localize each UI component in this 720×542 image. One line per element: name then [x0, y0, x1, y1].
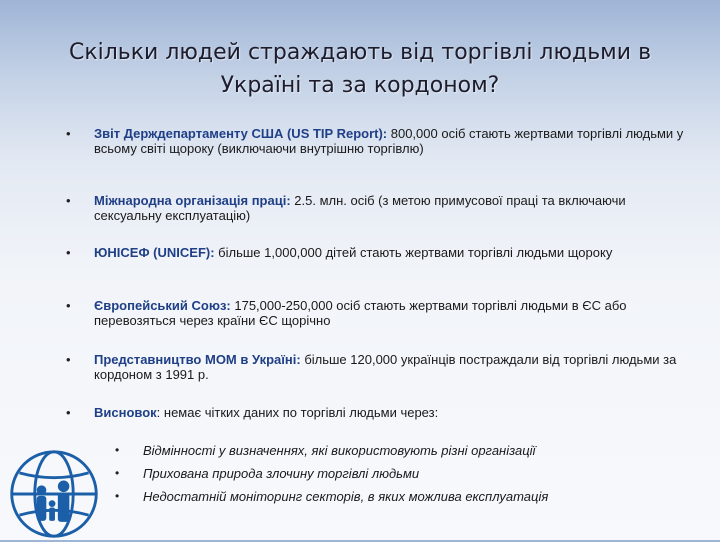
bullet-marker: •	[66, 352, 71, 367]
bullet-lead: ЮНІСЕФ (UNICEF):	[94, 245, 215, 260]
bullet-body: 175,000-250,000 осіб стають жертвами торгівлі людьми в ЄС або перевозяться через країни ЄС щорічно	[94, 298, 627, 328]
sub-bullet-marker: •	[115, 443, 120, 457]
bullet-text	[94, 193, 684, 223]
bullet-body: 800,000 осіб стають жертвами торгівлі людьми у всьому світі щороку (виключаючи внутрішню торгівлю)	[94, 126, 684, 156]
bullet-body: більше 1,000,000 дітей стають жертвами торгівлі людьми щороку	[214, 245, 613, 260]
sub-bullet-text: Відмінності у визначеннях, які використовують різні організації	[143, 443, 536, 458]
bullet-text	[94, 352, 684, 382]
sub-bullet-text: Прихована природа злочину торгівлі людьми	[143, 466, 420, 481]
bullet-lead: Європейський Союз:	[94, 298, 231, 313]
bullet-body: 2.5. млн. осіб (з метою примусової праці та включаючи сексуальну експлуатацію)	[94, 193, 626, 223]
bullet-marker: •	[66, 126, 71, 141]
bullet-lead: Висновок	[94, 405, 157, 420]
bullet-text	[94, 405, 684, 420]
bullet-text	[94, 298, 684, 328]
bullet-lead: Міжнародна організація праці:	[94, 193, 291, 208]
bullet-marker: •	[66, 245, 71, 260]
bullet-lead: Представництво МОМ в Україні:	[94, 352, 301, 367]
bullet-lead: Звіт Держдепартаменту США (US TIP Report):	[94, 126, 388, 141]
sub-bullet-marker: •	[115, 466, 120, 480]
bullet-marker: •	[66, 298, 71, 313]
iom-logo-icon	[6, 446, 102, 542]
sub-bullet-marker: •	[115, 489, 120, 503]
title-line-1: Скільки людей страждають від торгівлі людьми в	[68, 40, 652, 65]
bullet-marker: •	[66, 405, 71, 420]
sub-bullet-text: Недостатній моніторинг секторів, в яких можлива експлуатація	[143, 489, 549, 504]
bullet-text	[94, 245, 684, 260]
slide-title	[30, 36, 690, 102]
title-line-2: Україні та за кордоном?	[220, 73, 500, 98]
bullet-marker: •	[66, 193, 71, 208]
bullet-text	[94, 126, 684, 156]
bullet-body: більше 120,000 українців постраждали від торгівлі людьми за кордоном з 1991 р.	[94, 352, 677, 382]
bullet-body: : немає чітких даних по торгівлі людьми через:	[156, 405, 439, 420]
